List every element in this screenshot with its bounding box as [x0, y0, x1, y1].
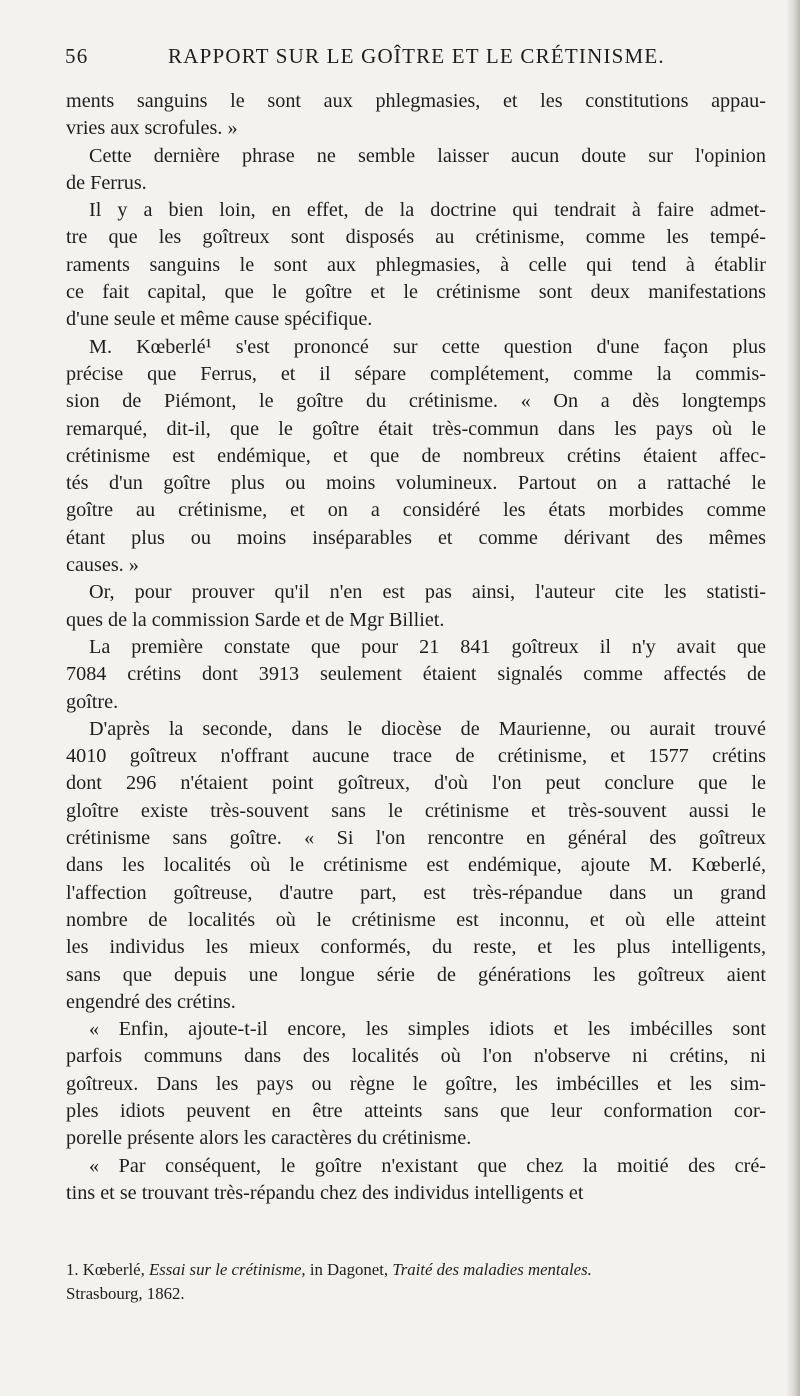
text-line: causes. » [66, 554, 139, 577]
page-number: 56 [65, 44, 89, 68]
text-line: « Enfin, ajoute-t-il encore, les simples idiots et les imbécilles sont [89, 1018, 766, 1041]
running-title: RAPPORT SUR LE GOÎTRE ET LE CRÉTINISME. [168, 44, 665, 68]
text-line: précise que Ferrus, et il sépare complétement, comme la commis- [66, 362, 766, 385]
text-line: Il y a bien loin, en effet, de la doctrine qui tendrait à faire admet- [89, 199, 766, 222]
text-line: sans que depuis une longue série de générations les goîtreux aient [66, 963, 766, 986]
text-line: parfois communs dans des localités où l'on n'observe ni crétins, ni [66, 1045, 766, 1068]
running-header [65, 44, 765, 74]
paragraph [66, 1016, 766, 1152]
text-line: gloître existe très-souvent sans le crétinisme et très-souvent aussi le [66, 799, 766, 822]
text-line: ce fait capital, que le goître et le crétinisme sont deux manifestations [66, 281, 766, 304]
text-line: 7084 crétins dont 3913 seulement étaient signalés comme affectés de [66, 663, 766, 686]
text-line: l'affection goîtreuse, d'autre part, est très-répandue dans un grand [66, 881, 766, 904]
footnote-in: in Dagonet, [309, 1260, 389, 1279]
text-line: La première constate que pour 21 841 goîtreux il n'y avait que [89, 635, 766, 658]
paragraph [66, 579, 766, 634]
paragraph [66, 716, 766, 1016]
text-line: tés d'un goître plus ou moins volumineux. Partout on a rattaché le [66, 472, 766, 495]
text-line: D'après la seconde, dans le diocèse de Maurienne, ou aurait trouvé [89, 717, 766, 740]
footnote-work: Traité des maladies mentales. [392, 1260, 592, 1279]
text-line: nombre de localités où le crétinisme est inconnu, et où elle atteint [66, 908, 766, 931]
paragraph [66, 143, 766, 198]
text-line: d'une seule et même cause spécifique. [66, 308, 373, 331]
text-line: étant plus ou moins inséparables et comme dérivant des mêmes [66, 526, 766, 549]
page-edge-shadow [786, 0, 800, 1396]
footnote-title: Essai sur le crétinisme, [148, 1260, 306, 1279]
footnote-line-1 [66, 1258, 766, 1282]
text-line: raments sanguins le sont aux phlegmasies, à celle qui tend à établir [66, 253, 766, 276]
text-line: 4010 goîtreux n'offrant aucune trace de crétinisme, et 1577 crétins [66, 745, 766, 768]
text-line: M. Kœberlé¹ s'est prononcé sur cette question d'une façon plus [89, 335, 766, 358]
paragraph [66, 1153, 766, 1208]
text-line: crétinisme est endémique, et que de nombreux crétins étaient affec- [66, 444, 766, 467]
paragraph [66, 88, 766, 143]
text-line: dont 296 n'étaient point goîtreux, d'où l'on peut conclure que le [66, 772, 766, 795]
text-line: goître au crétinisme, et on a considéré les états morbides comme [66, 499, 766, 522]
footnote-author: Kœberlé, [82, 1260, 145, 1279]
footnote [66, 1258, 766, 1306]
text-line: remarqué, dit-il, que le goître était très-commun dans les pays où le [66, 417, 766, 440]
text-line: porelle présente alors les caractères du crétinisme. [66, 1127, 472, 1150]
text-line: Cette dernière phrase ne semble laisser aucun doute sur l'opinion [89, 144, 766, 167]
text-line: ples idiots peuvent en être atteints sans que leur conformation cor- [66, 1099, 766, 1122]
paragraph [66, 197, 766, 333]
text-line: goître. [66, 690, 119, 713]
paragraph [66, 634, 766, 716]
text-line: ques de la commission Sarde et de Mgr Billiet. [66, 608, 445, 631]
text-line: Or, pour prouver qu'il n'en est pas ainsi, l'auteur cite les statisti- [89, 581, 766, 604]
text-line: tins et se trouvant très-répandu chez des individus intelligents et [66, 1181, 584, 1204]
text-line: vries aux scrofules. » [66, 117, 238, 140]
text-line: ments sanguins le sont aux phlegmasies, et les constitutions appau- [66, 90, 766, 112]
body-text [66, 88, 766, 1207]
footnote-place-date: Strasbourg, 1862. [66, 1284, 185, 1303]
paragraph [66, 334, 766, 580]
footnote-marker: 1. [66, 1260, 79, 1279]
text-line: de Ferrus. [66, 171, 147, 194]
text-line: « Par conséquent, le goître n'existant que chez la moitié des cré- [89, 1154, 766, 1177]
text-line: sion de Piémont, le goître du crétinisme. « On a dès longtemps [66, 390, 766, 413]
text-line: tre que les goîtreux sont disposés au crétinisme, comme les tempé- [66, 226, 766, 249]
text-line: dans les localités où le crétinisme est endémique, ajoute M. Kœberlé, [66, 854, 766, 877]
text-line: engendré des crétins. [66, 990, 236, 1013]
text-line: goîtreux. Dans les pays ou règne le goître, les imbécilles et les sim- [66, 1072, 766, 1095]
text-line: crétinisme sans goître. « Si l'on rencontre en général des goîtreux [66, 827, 766, 850]
footnote-line-2 [66, 1282, 766, 1306]
text-line: les individus les mieux conformés, du reste, et les plus intelligents, [66, 936, 766, 959]
